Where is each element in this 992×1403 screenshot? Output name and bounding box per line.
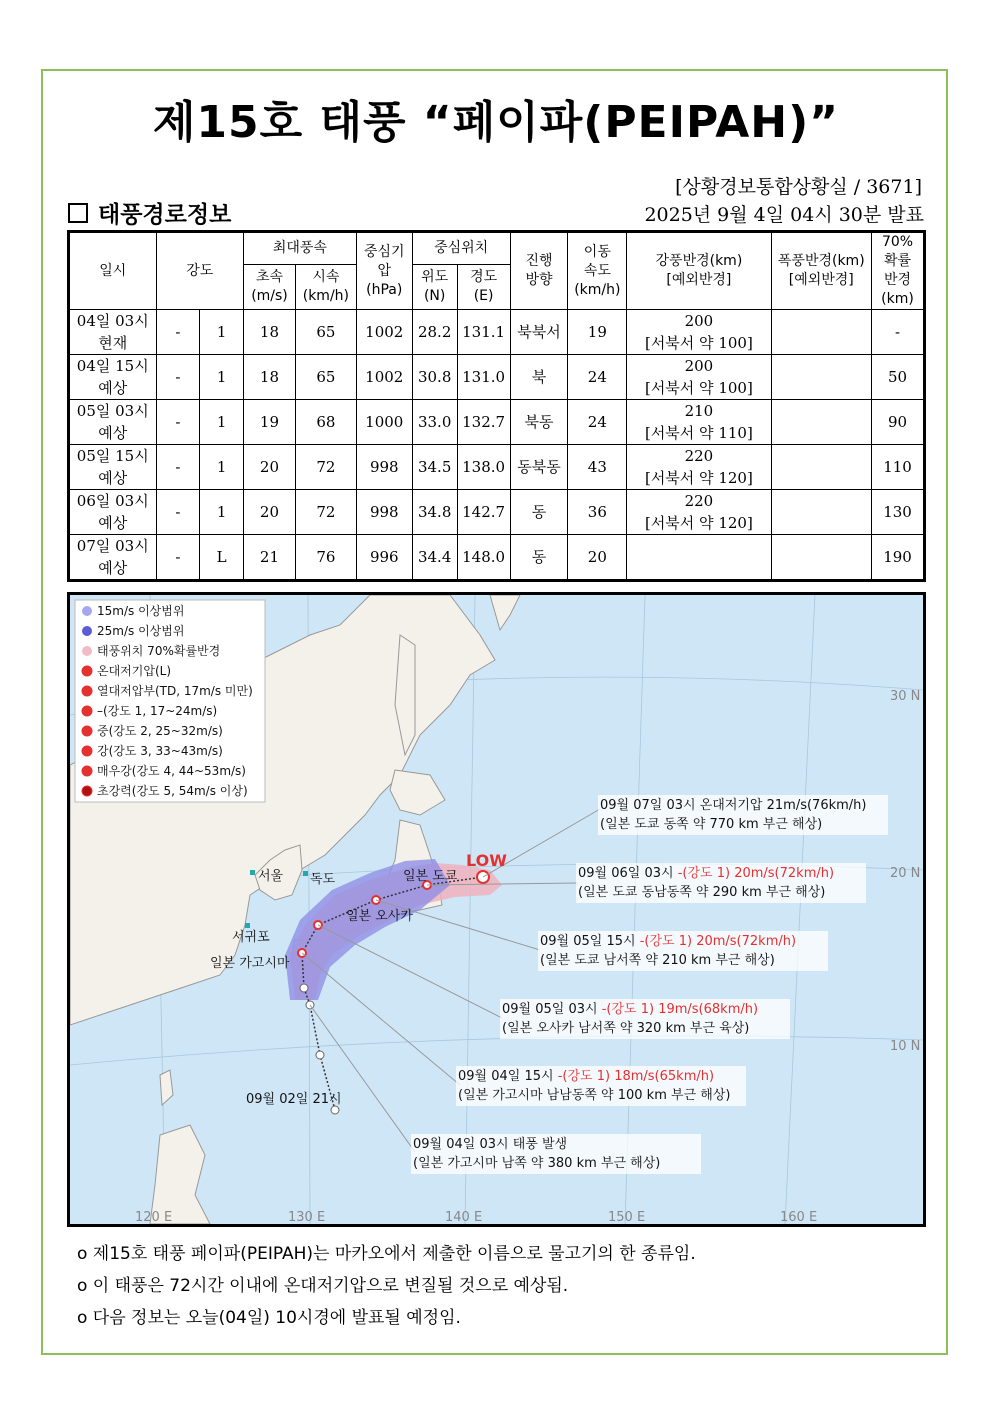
- cell-direction: 동북동: [510, 445, 568, 490]
- cell-wind-ms: 20: [244, 490, 296, 535]
- cell-pressure: 1002: [356, 355, 412, 400]
- cell-datetime: 04일 03시 현재: [69, 310, 157, 355]
- cell-lon: 132.7: [457, 400, 510, 445]
- place-marker: [303, 871, 308, 876]
- lon-label: 130 E: [288, 1210, 326, 1224]
- cell-speed: 36: [568, 490, 627, 535]
- cell-speed: 20: [568, 535, 627, 581]
- callout-title: [413, 1136, 567, 1152]
- lat-label: 30 N: [890, 689, 921, 704]
- typhoon-track-map: [67, 592, 926, 1227]
- header-lon: 경도 (E): [457, 265, 510, 310]
- callout-strength: -(강도 1) 18m/s(65km/h): [557, 1069, 715, 1084]
- cell-intensity: L: [200, 535, 244, 581]
- cell-pressure: 998: [356, 490, 412, 535]
- callout: [538, 931, 828, 971]
- callout-time: 09월 06일 03시: [578, 866, 678, 881]
- callout-sub: (일본 가고시마 남남동쪽 약 100 km 부근 해상): [458, 1088, 731, 1103]
- cell-size: -: [156, 355, 200, 400]
- cell-direction: 동: [510, 535, 568, 581]
- legend-symbol-icon: [82, 666, 92, 676]
- cell-direction: 북동: [510, 400, 568, 445]
- legend-symbol-icon: [82, 706, 92, 716]
- table-row: [69, 400, 925, 445]
- callout-title: [502, 1001, 758, 1017]
- cell-datetime: 04일 15시 예상: [69, 355, 157, 400]
- cell-storm: [771, 445, 872, 490]
- cell-prob: 190: [872, 535, 925, 581]
- header-storm-radius: 폭풍반경(km) [예외반경]: [771, 232, 872, 310]
- cell-datetime: 05일 15시 예상: [69, 445, 157, 490]
- cell-datetime: 06일 03시 예상: [69, 490, 157, 535]
- page-title: 제15호 태풍 “페이파(PEIPAH)”: [152, 97, 840, 148]
- cell-intensity: 1: [200, 310, 244, 355]
- cell-lat: 34.4: [412, 535, 457, 581]
- callout-sub: (일본 도쿄 동남동쪽 약 290 km 부근 해상): [578, 885, 826, 900]
- cell-prob: 50: [872, 355, 925, 400]
- callout: [500, 999, 790, 1039]
- legend-item: 태풍위치 70%확률반경: [97, 644, 221, 658]
- note-1: o 제15호 태풍 페이파(PEIPAH)는 마카오에서 제출한 이름으로 물고기의 한 종류임.: [77, 1244, 696, 1264]
- cell-intensity: 1: [200, 400, 244, 445]
- cell-gale: 220 [서북서 약 120]: [627, 445, 771, 490]
- legend-item: –(강도 1, 17~24m/s): [97, 704, 218, 718]
- cell-storm: [771, 310, 872, 355]
- legend-item: 25m/s 이상범위: [97, 624, 185, 638]
- lat-label: 10 N: [890, 1039, 921, 1054]
- cell-direction: 동: [510, 490, 568, 535]
- place-dokdo: 독도: [310, 872, 336, 887]
- table-row: [69, 355, 925, 400]
- cell-wind-ms: 20: [244, 445, 296, 490]
- legend-symbol-icon: [82, 646, 92, 656]
- cell-prob: 90: [872, 400, 925, 445]
- low-label: LOW: [466, 851, 507, 870]
- callout-sub: (일본 도쿄 동쪽 약 770 km 부근 해상): [600, 817, 823, 832]
- cell-speed: 43: [568, 445, 627, 490]
- cell-datetime: 05일 03시 예상: [69, 400, 157, 445]
- cell-size: -: [156, 535, 200, 581]
- cell-size: -: [156, 445, 200, 490]
- cell-direction: 북: [510, 355, 568, 400]
- cell-gale: 210 [서북서 약 110]: [627, 400, 771, 445]
- legend-item: 중(강도 2, 25~32m/s): [97, 724, 223, 738]
- legend-symbol-icon: [82, 746, 92, 756]
- place-seoul: 서울: [258, 869, 284, 884]
- cell-storm: [771, 535, 872, 581]
- cell-pressure: 996: [356, 535, 412, 581]
- lat-label: 20 N: [890, 866, 921, 881]
- cell-speed: 24: [568, 355, 627, 400]
- header-center: 중심위치: [412, 232, 510, 265]
- past-track-point: [300, 984, 308, 992]
- cell-prob: 130: [872, 490, 925, 535]
- cell-speed: 19: [568, 310, 627, 355]
- issued-time: 2025년 9월 4일 04시 30분 발표: [644, 204, 924, 226]
- cell-wind-ms: 21: [244, 535, 296, 581]
- callout-title: [540, 933, 796, 949]
- header-pressure: 중심기압 (hPa): [356, 232, 412, 310]
- legend-item: 온대저기압(L): [97, 664, 172, 678]
- cell-wind-kmh: 68: [295, 400, 356, 445]
- cell-wind-ms: 18: [244, 355, 296, 400]
- cell-wind-kmh: 72: [295, 445, 356, 490]
- callout-time: 09월 05일 03시: [502, 1002, 602, 1017]
- header-prob-radius: 70%확률반경 (km): [872, 232, 925, 310]
- place-marker: [250, 870, 255, 875]
- legend-symbol-icon: [82, 626, 92, 636]
- cell-lat: 30.8: [412, 355, 457, 400]
- place-tokyo: 일본 도쿄: [403, 869, 458, 884]
- lon-label: 150 E: [608, 1210, 646, 1224]
- cell-intensity: 1: [200, 355, 244, 400]
- start-label: 09월 02일 21시: [246, 1092, 342, 1107]
- callout: [456, 1066, 746, 1106]
- map-canvas: [70, 595, 923, 1224]
- cell-wind-kmh: 72: [295, 490, 356, 535]
- lon-label: 120 E: [135, 1210, 173, 1224]
- cell-wind-kmh: 65: [295, 355, 356, 400]
- legend-item: 매우강(강도 4, 44~53m/s): [97, 764, 246, 778]
- map-legend: [75, 600, 265, 802]
- cell-wind-kmh: 65: [295, 310, 356, 355]
- header-direction: 진행방향: [510, 232, 568, 310]
- cell-gale: 220 [서북서 약 120]: [627, 490, 771, 535]
- legend-item: 초강력(강도 5, 54m/s 이상): [97, 784, 248, 798]
- legend-item: 강(강도 3, 33~43m/s): [97, 744, 223, 758]
- callout-title: [458, 1068, 714, 1084]
- callout-title: [578, 865, 834, 881]
- cell-datetime: 07일 03시 예상: [69, 535, 157, 581]
- header-speed: 이동속도 (km/h): [568, 232, 627, 310]
- cell-storm: [771, 355, 872, 400]
- table-row: [69, 535, 925, 581]
- cell-pressure: 1000: [356, 400, 412, 445]
- cell-intensity: 1: [200, 445, 244, 490]
- place-osaka: 일본 오사카: [346, 909, 413, 924]
- cell-prob: 110: [872, 445, 925, 490]
- cell-prob: -: [872, 310, 925, 355]
- callout-sub: (일본 도쿄 남서쪽 약 210 km 부근 해상): [540, 953, 775, 968]
- header-wind-kmh: 시속 (km/h): [295, 265, 356, 310]
- callout: [411, 1134, 701, 1174]
- table-row: [69, 310, 925, 355]
- place-seogwipo: 서귀포: [232, 930, 270, 945]
- notes: [77, 1238, 696, 1334]
- cell-size: -: [156, 400, 200, 445]
- cell-lat: 34.8: [412, 490, 457, 535]
- cell-wind-ms: 19: [244, 400, 296, 445]
- header-intensity: 강도: [156, 232, 244, 310]
- cell-lon: 142.7: [457, 490, 510, 535]
- legend-symbol-icon: [82, 726, 92, 736]
- legend-item: 15m/s 이상범위: [97, 604, 185, 618]
- past-track-point: [331, 1106, 339, 1114]
- checkbox-icon: [68, 203, 88, 223]
- cell-lon: 131.0: [457, 355, 510, 400]
- typhoon-info-table: [67, 230, 926, 582]
- section-heading: [68, 196, 231, 229]
- header-lat: 위도 (N): [412, 265, 457, 310]
- lon-label: 160 E: [780, 1210, 818, 1224]
- cell-wind-ms: 18: [244, 310, 296, 355]
- lon-label: 140 E: [445, 1210, 483, 1224]
- callout-title: [600, 797, 866, 813]
- cell-speed: 24: [568, 400, 627, 445]
- cell-size: -: [156, 310, 200, 355]
- cell-gale: 200 [서북서 약 100]: [627, 355, 771, 400]
- cell-lon: 138.0: [457, 445, 510, 490]
- callout: [576, 863, 866, 903]
- section-title: 태풍경로정보: [98, 202, 232, 228]
- cell-lat: 33.0: [412, 400, 457, 445]
- cell-intensity: 1: [200, 490, 244, 535]
- callout-time: 09월 04일 03시 태풍 발생: [413, 1137, 568, 1152]
- cell-lat: 28.2: [412, 310, 457, 355]
- cell-gale: [627, 535, 771, 581]
- source-label: [상황경보통합상황실 / 3671]: [675, 176, 922, 198]
- legend-symbol-icon: [82, 686, 92, 696]
- note-2: o 이 태풍은 72시간 이내에 온대저기압으로 변질될 것으로 예상됨.: [77, 1276, 569, 1296]
- callout-sub: (일본 가고시마 남쪽 약 380 km 부근 해상): [413, 1156, 661, 1171]
- header-wind-ms: 초속 (m/s): [244, 265, 296, 310]
- header-gale-radius: 강풍반경(km) [예외반경]: [627, 232, 771, 310]
- cell-lat: 34.5: [412, 445, 457, 490]
- cell-pressure: 998: [356, 445, 412, 490]
- cell-lon: 131.1: [457, 310, 510, 355]
- table-row: [69, 445, 925, 490]
- cell-wind-kmh: 76: [295, 535, 356, 581]
- legend-symbol-icon: [82, 766, 92, 776]
- cell-lon: 148.0: [457, 535, 510, 581]
- cell-pressure: 1002: [356, 310, 412, 355]
- legend-item: 열대저압부(TD, 17m/s 미만): [97, 684, 253, 698]
- cell-size: -: [156, 490, 200, 535]
- callout-time: 09월 05일 15시: [540, 934, 640, 949]
- callout-strength: -(강도 1) 20m/s(72km/h): [639, 934, 797, 949]
- callout: [598, 795, 888, 835]
- place-marker: [245, 923, 250, 928]
- callout-strength: -(강도 1) 19m/s(68km/h): [601, 1002, 759, 1017]
- legend-symbol-icon: [82, 606, 92, 616]
- cell-direction: 북북서: [510, 310, 568, 355]
- callout-sub: (일본 오사카 남서쪽 약 320 km 부근 육상): [502, 1021, 750, 1036]
- past-track-point: [316, 1051, 324, 1059]
- callout-strength: -(강도 1) 20m/s(72km/h): [677, 866, 835, 881]
- table-row: [69, 490, 925, 535]
- header-max-wind: 최대풍속: [244, 232, 357, 265]
- note-3: o 다음 정보는 오늘(04일) 10시경에 발표될 예정임.: [77, 1308, 461, 1328]
- cell-gale: 200 [서북서 약 100]: [627, 310, 771, 355]
- place-kagoshima: 일본 가고시마: [210, 956, 290, 971]
- callout-time: 09월 04일 15시: [458, 1069, 558, 1084]
- cell-storm: [771, 400, 872, 445]
- cell-storm: [771, 490, 872, 535]
- callout-time: 09월 07일 03시 온대저기압 21m/s(76km/h): [600, 798, 867, 813]
- header-datetime: 일시: [69, 232, 157, 310]
- legend-symbol-icon: [82, 786, 92, 796]
